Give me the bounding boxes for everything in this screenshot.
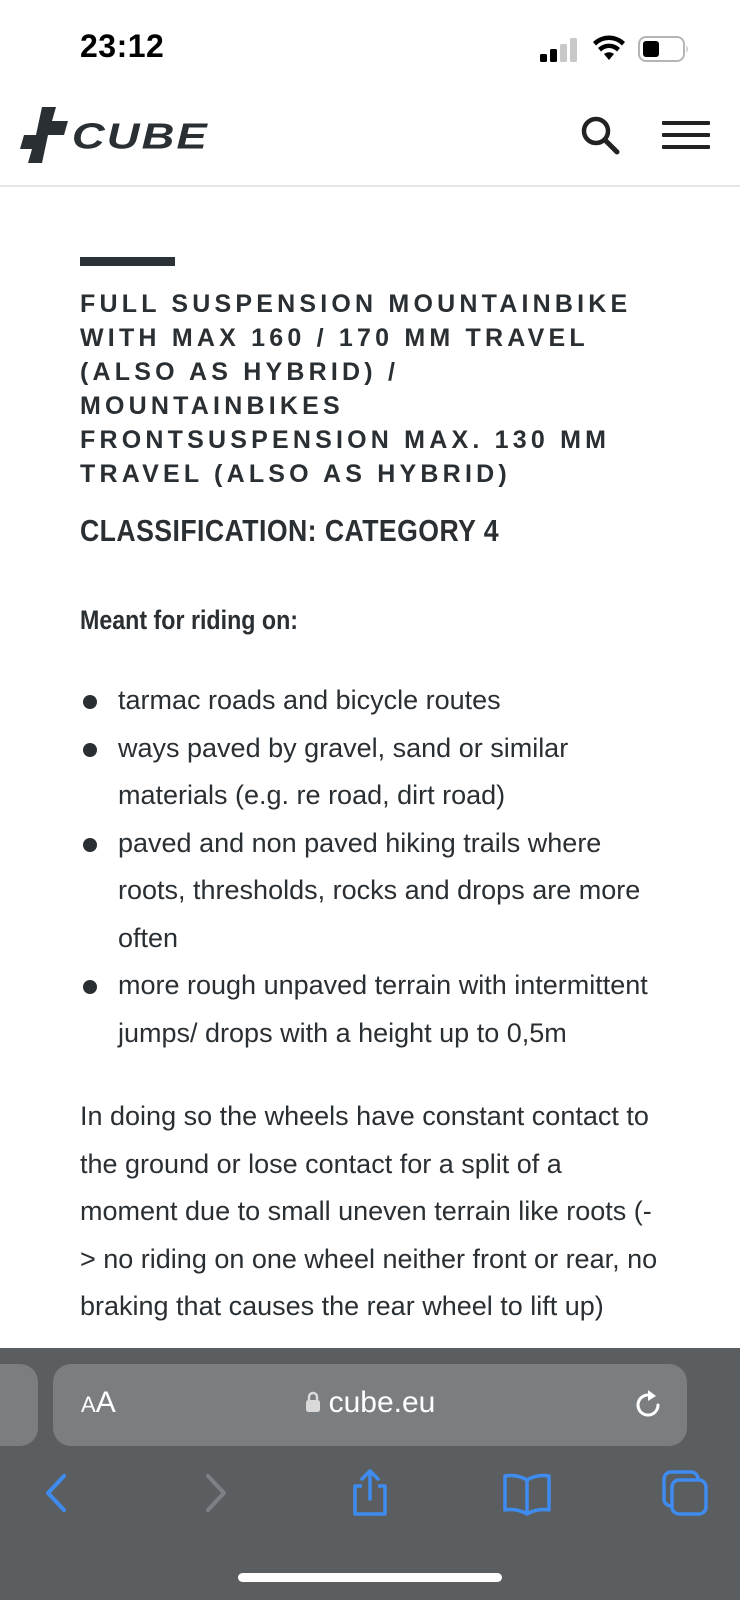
body-line: braking that causes the rear wheel to lift up) [80, 1291, 604, 1321]
site-header [0, 95, 740, 187]
list-item-line: jumps/ drops with a height up to 0,5m [118, 1017, 567, 1048]
list-item [80, 677, 665, 725]
cube-logo[interactable] [20, 105, 252, 165]
list-item-line: more rough unpaved terrain with intermittent [118, 970, 648, 1000]
list-item [80, 962, 665, 1057]
chevron-left-icon[interactable] [32, 1468, 82, 1518]
body-paragraph [80, 1093, 665, 1331]
chevron-right-icon[interactable] [190, 1468, 240, 1518]
reload-icon[interactable] [631, 1388, 665, 1422]
aa-small-letter: A [81, 1392, 96, 1417]
riding-terrain-list [80, 677, 665, 1057]
list-item-line: tarmac roads and bicycle routes [118, 685, 501, 715]
url-display[interactable] [53, 1386, 687, 1420]
hamburger-menu-icon[interactable] [662, 121, 712, 151]
body-line: In doing so the wheels have constant contact to [80, 1101, 649, 1131]
list-item-line: ways paved by gravel, sand or similar [118, 732, 569, 763]
previous-tab-preview[interactable] [0, 1364, 38, 1446]
list-item-line: materials (e.g. re road, dirt road) [118, 780, 506, 810]
aa-big-letter: A [95, 1386, 116, 1419]
menu-line [662, 133, 710, 137]
body-line: > no riding on one wheel neither front or rear, no [80, 1243, 658, 1274]
tabs-icon[interactable] [660, 1468, 710, 1518]
book-icon[interactable] [502, 1468, 552, 1518]
logo-text: CUBE [71, 115, 209, 157]
lock-icon [305, 1391, 321, 1413]
wifi-icon [592, 34, 626, 62]
accent-divider [80, 257, 175, 266]
search-icon[interactable] [578, 113, 622, 157]
body-line: moment due to small uneven terrain like roots (- [80, 1196, 652, 1226]
menu-line [662, 121, 710, 125]
home-indicator[interactable] [238, 1573, 502, 1582]
cellular-signal-icon [540, 38, 580, 62]
section-heading: FULL SUSPENSION MOUNTAINBIKE WITH MAX 160 / 170 MM TRAVEL (ALSO AS HYBRID) / MOUNTAINBIKES FRONTSUSPENSION MAX. 130 MM TRAVEL (ALSO AS HYBRID) [80, 290, 632, 488]
body-line: the ground or lose contact for a split of a [80, 1148, 562, 1179]
list-item-line: often [118, 922, 179, 953]
menu-line [662, 145, 710, 149]
browser-bottom-bar [0, 1348, 740, 1600]
browser-toolbar [0, 1460, 740, 1530]
status-time: 23:12 [80, 28, 165, 64]
share-icon[interactable] [345, 1468, 395, 1518]
url-text: cube.eu [328, 1386, 436, 1419]
meant-for-label: Meant for riding on: [80, 605, 298, 635]
classification-heading: CLASSIFICATION: CATEGORY 4 [80, 513, 499, 548]
address-bar[interactable] [53, 1364, 687, 1446]
list-item-line: paved and non paved hiking trails where [118, 827, 602, 858]
list-item [80, 820, 665, 963]
status-bar [0, 0, 740, 95]
list-item-line: roots, thresholds, rocks and drops are more [118, 875, 641, 905]
battery-icon [638, 36, 690, 62]
list-item [80, 725, 665, 820]
